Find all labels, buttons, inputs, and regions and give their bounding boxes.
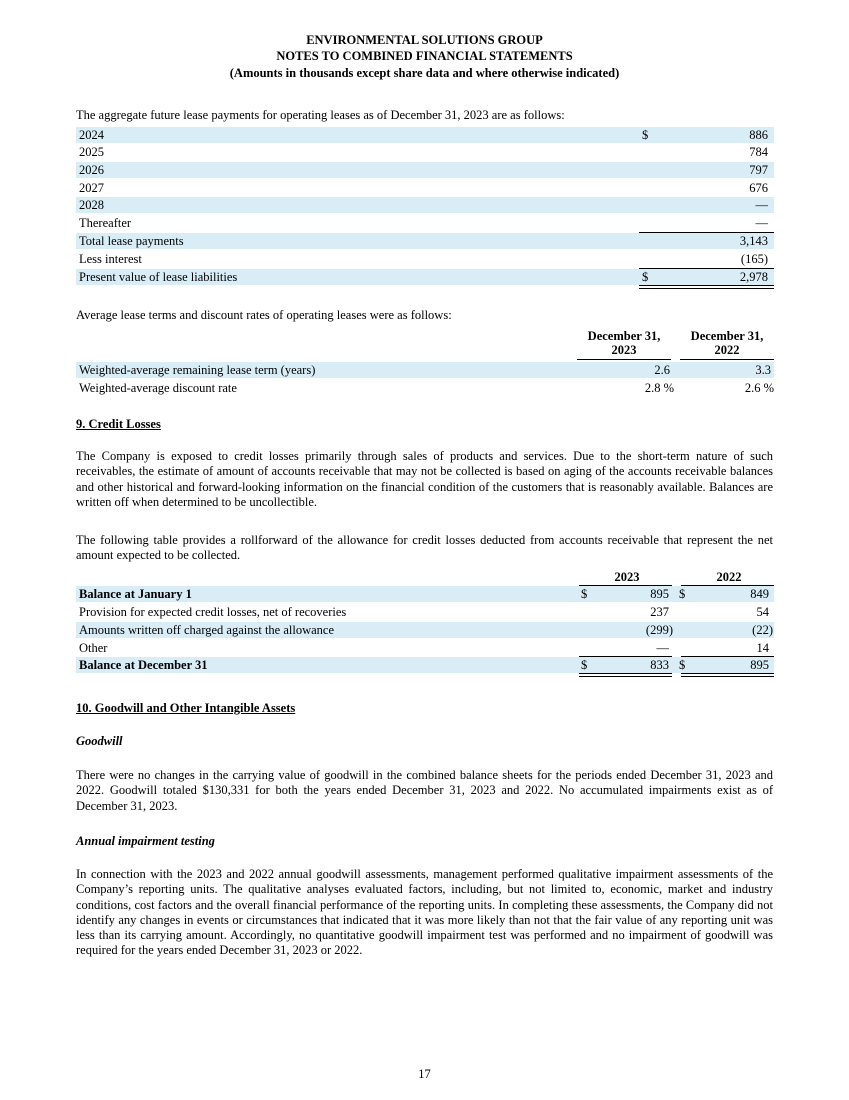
currency-symbol: $ bbox=[679, 587, 686, 601]
table-row bbox=[76, 180, 774, 196]
page-number: 17 bbox=[418, 1067, 431, 1081]
row-value: — bbox=[755, 216, 768, 230]
table-row bbox=[76, 215, 774, 231]
row-value: 886 bbox=[749, 128, 768, 142]
table-row bbox=[76, 586, 774, 602]
row-value: 797 bbox=[749, 163, 768, 177]
row-value: 784 bbox=[749, 145, 768, 159]
value-2023: 833 bbox=[650, 658, 669, 672]
table-row bbox=[76, 657, 774, 673]
table-row bbox=[76, 362, 774, 378]
lease-payments-intro: The aggregate future lease payments for operating leases as of December 31, 2023 are as follows: bbox=[76, 108, 565, 122]
row-value: 676 bbox=[749, 181, 768, 195]
row-label: 2027 bbox=[79, 181, 104, 195]
row-label: Balance at January 1 bbox=[79, 587, 192, 601]
table-row bbox=[76, 233, 774, 249]
table-row bbox=[76, 144, 774, 160]
table-row bbox=[76, 380, 774, 396]
total-double-rule bbox=[681, 673, 774, 677]
value-2023: 2.8 % bbox=[644, 381, 674, 395]
credit-losses-paragraph: The Company is exposed to credit losses primarily through sales of products and services. Due to the short-term nature of such receivables, the estimate of amount of accounts receivable that may not be collected is based on aging of the accounts receivable balances and other historical and forward-looking information on the financial condition of the customers that is reasonably available. Balances are written off when determined to be uncollectible. bbox=[76, 449, 773, 509]
company-name: ENVIRONMENTAL SOLUTIONS GROUP bbox=[306, 33, 543, 47]
header-rule bbox=[577, 359, 671, 360]
table-row bbox=[76, 269, 774, 285]
value-2022: 3.3 bbox=[755, 363, 771, 377]
currency-symbol: $ bbox=[581, 658, 588, 672]
section-heading-credit-losses: 9. Credit Losses bbox=[76, 417, 161, 431]
row-label: Present value of lease liabilities bbox=[79, 270, 238, 284]
table-row bbox=[76, 127, 774, 143]
row-label: Thereafter bbox=[79, 216, 132, 230]
section-heading-goodwill: 10. Goodwill and Other Intangible Assets bbox=[76, 701, 296, 715]
row-label: Total lease payments bbox=[79, 234, 184, 248]
row-label: Weighted-average remaining lease term (years) bbox=[79, 363, 316, 377]
value-2023: 2.6 bbox=[654, 363, 670, 377]
row-value: 2,978 bbox=[739, 270, 768, 284]
lease-terms-intro: Average lease terms and discount rates of operating leases were as follows: bbox=[76, 308, 452, 322]
total-double-rule bbox=[579, 673, 672, 677]
row-label: 2025 bbox=[79, 145, 104, 159]
column-header-2022: December 31, 2022 bbox=[690, 329, 764, 357]
goodwill-paragraph: There were no changes in the carrying value of goodwill in the combined balance sheets for the periods ended December 31, 2023 and 2022. Goodwill totaled $130,331 for both the years ended December 31, 2023 and 2022. No accumulated impairments exist as of December 31, 2023. bbox=[76, 768, 773, 813]
value-2022: (22) bbox=[752, 623, 773, 637]
subheading-goodwill: Goodwill bbox=[76, 734, 123, 748]
value-2022: 54 bbox=[756, 605, 769, 619]
table-row bbox=[76, 640, 774, 656]
column-header-2022: 2022 bbox=[716, 570, 742, 584]
rollforward-intro: The following table provides a rollforward of the allowance for credit losses deducted from accounts receivable that represent the net amount expected to be collected. bbox=[76, 533, 773, 563]
column-header-2023: December 31, 2023 bbox=[587, 329, 661, 357]
row-label: Less interest bbox=[79, 252, 142, 266]
currency-symbol: $ bbox=[581, 587, 588, 601]
currency-symbol: $ bbox=[679, 658, 686, 672]
row-label: Weighted-average discount rate bbox=[79, 381, 237, 395]
column-header-2023: 2023 bbox=[614, 570, 640, 584]
row-label: Balance at December 31 bbox=[79, 658, 208, 672]
table-row bbox=[76, 197, 774, 213]
document-title: NOTES TO COMBINED FINANCIAL STATEMENTS bbox=[276, 49, 573, 63]
value-2023: (299) bbox=[645, 623, 673, 637]
value-2023: — bbox=[656, 641, 669, 655]
currency-symbol: $ bbox=[642, 128, 649, 142]
row-label: Provision for expected credit losses, net of recoveries bbox=[79, 605, 347, 619]
table-row bbox=[76, 622, 774, 638]
impairment-paragraph: In connection with the 2023 and 2022 annual goodwill assessments, management performed qualitative impairment assessments of the Company’s reporting units. The qualitative analyses evaluated factors, including, but not limited to, economic, market and industry conditions, cost factors and the overall financial performance of the reporting units. In completing these assessments, the Company did not identify any changes in events or circumstances that indicated that it was more likely than not that the fair value of any reporting unit was less than its carrying amount. Accordingly, no quantitative goodwill impairment test was performed and no impairment of goodwill was required for the years ended December 31, 2023 or 2022. bbox=[76, 867, 773, 958]
total-double-rule bbox=[639, 285, 774, 289]
currency-symbol: $ bbox=[642, 270, 649, 284]
value-2022: 895 bbox=[750, 658, 769, 672]
value-2022: 14 bbox=[756, 641, 769, 655]
row-value: — bbox=[755, 198, 768, 212]
row-label: Amounts written off charged against the allowance bbox=[79, 623, 335, 637]
table-row bbox=[76, 604, 774, 620]
table-row bbox=[76, 251, 774, 267]
table-row bbox=[76, 162, 774, 178]
row-label: 2026 bbox=[79, 163, 104, 177]
value-2023: 895 bbox=[650, 587, 669, 601]
value-2022: 2.6 % bbox=[744, 381, 774, 395]
row-label: 2024 bbox=[79, 128, 104, 142]
row-value: (165) bbox=[740, 252, 768, 266]
subheading-impairment-testing: Annual impairment testing bbox=[76, 834, 215, 848]
amounts-note: (Amounts in thousands except share data and where otherwise indicated) bbox=[229, 66, 620, 80]
row-value: 3,143 bbox=[739, 234, 768, 248]
row-label: Other bbox=[79, 641, 108, 655]
header-rule bbox=[680, 359, 774, 360]
value-2023: 237 bbox=[650, 605, 669, 619]
row-label: 2028 bbox=[79, 198, 104, 212]
value-2022: 849 bbox=[750, 587, 769, 601]
